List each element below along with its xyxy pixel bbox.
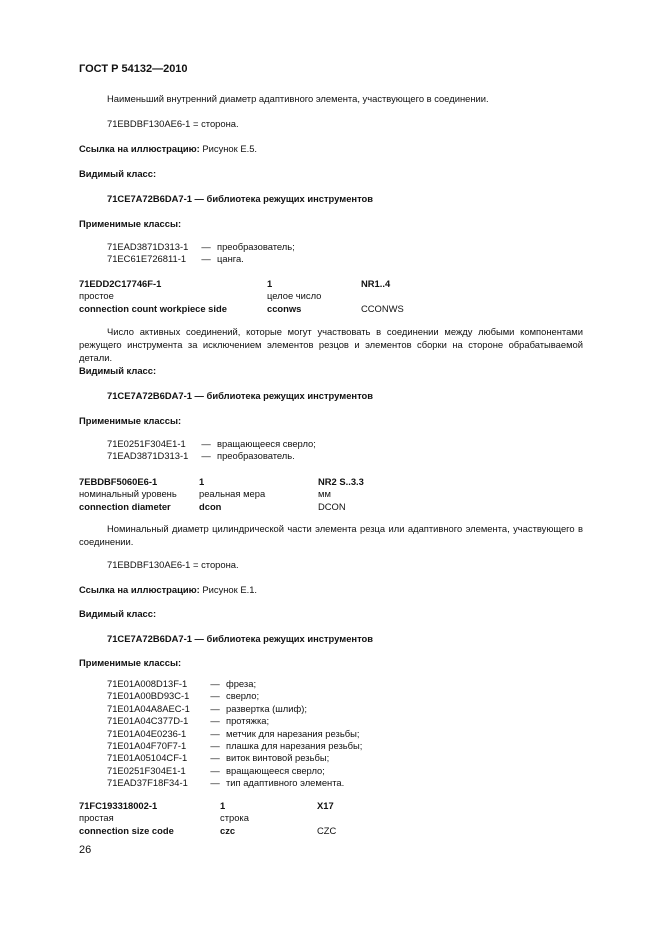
dash: — [210, 715, 220, 727]
visible-class-label: Видимый класс: [79, 365, 157, 376]
class-name: вращающееся сверло; [226, 764, 325, 776]
list-item [107, 241, 295, 253]
attribute-format: NR2 S..3.3 [318, 476, 364, 487]
applicable-classes-label: Применимые классы: [79, 218, 182, 229]
attribute-row [79, 290, 404, 302]
class-name: вращающееся сверло; [217, 438, 316, 449]
class-name: преобразователь; [217, 241, 295, 252]
attribute-code: 71EDD2C17746F-1 [79, 278, 162, 289]
applicable-classes-list [107, 438, 316, 463]
list-item [107, 740, 362, 752]
list-item [107, 777, 362, 789]
class-code: 71EAD3871D313-1 [107, 450, 189, 462]
dash: — [201, 450, 211, 462]
attribute-row [79, 476, 364, 488]
class-code: 71E0251F304E1-1 [107, 438, 186, 449]
attribute-symbol: DCON [318, 500, 346, 512]
attribute-code: 71FC193318002-1 [79, 800, 158, 811]
class-name: цанга. [217, 253, 244, 265]
class-name: развертка (шлиф); [226, 702, 307, 714]
attribute-short: cconws [267, 302, 302, 314]
attribute-count: 1 [199, 476, 205, 487]
attribute-symbol: CZC [317, 824, 337, 836]
class-name: метчик для нарезания резьбы; [226, 727, 360, 739]
attribute-name: connection count workpiece side [79, 302, 227, 314]
attribute-row [79, 303, 404, 315]
description-text: Наименьший внутренний диаметр адаптивного элемента, участвующего в соединении. [107, 93, 489, 104]
class-code: 71E01A04F70F7-1 [107, 740, 187, 752]
attribute-header-2 [79, 476, 364, 513]
description-text: Номинальный диаметр цилиндрической части элемента резца или адаптивного элемента, участвующего в соединении. [79, 523, 583, 547]
attribute-format: X17 [317, 800, 334, 811]
attribute-row [79, 812, 336, 824]
class-name: плашка для нарезания резьбы; [226, 740, 363, 752]
illustration-ref [79, 583, 583, 596]
attribute-code: 7EBDBF5060E6-1 [79, 476, 158, 487]
illustration-label: Ссылка на иллюстрацию: [79, 143, 200, 154]
applicable-classes-list [107, 241, 295, 266]
class-name: преобразователь. [217, 450, 295, 462]
applicable-classes-label: Применимые классы: [79, 415, 182, 426]
class-name: протяжка; [226, 715, 270, 727]
attribute-short: dcon [199, 500, 222, 512]
illustration-value: Рисунок Е.5. [202, 143, 258, 154]
attribute-unit: мм [318, 488, 331, 500]
list-item [107, 438, 316, 450]
attribute-row [79, 825, 336, 837]
attribute-row [79, 501, 364, 513]
side-note: 71EBDBF130AE6-1 = сторона. [107, 118, 239, 129]
attribute-symbol: CCONWS [361, 302, 404, 314]
illustration-value: Рисунок Е.1. [202, 584, 258, 595]
attribute-level: простое [79, 290, 114, 302]
dash: — [210, 777, 220, 789]
visible-class-value: 71CE7A72B6DA7-1 — библиотека режущих инструментов [107, 633, 374, 644]
class-name: фреза; [226, 678, 257, 689]
class-name: сверло; [226, 690, 260, 702]
visible-class-value: 71CE7A72B6DA7-1 — библиотека режущих инструментов [107, 193, 374, 204]
dash: — [210, 727, 220, 739]
side-note: 71EBDBF130AE6-1 = сторона. [107, 559, 239, 570]
attribute-level: номинальный уровень [79, 488, 177, 500]
dash: — [210, 702, 220, 714]
list-item [107, 728, 362, 740]
visible-class-value: 71CE7A72B6DA7-1 — библиотека режущих инструментов [107, 390, 374, 401]
applicable-classes-list [107, 678, 362, 790]
attribute-format: NR1..4 [361, 278, 391, 289]
attribute-value-type: целое число [267, 290, 322, 302]
dash: — [210, 752, 220, 764]
attribute-row [79, 800, 336, 812]
list-item [107, 703, 362, 715]
class-code: 71EC61E726811-1 [107, 253, 187, 265]
attribute-level: простая [79, 812, 114, 824]
attribute-count: 1 [220, 800, 226, 811]
document-header: ГОСТ Р 54132—2010 [79, 63, 188, 75]
dash: — [201, 438, 211, 449]
page-number: 26 [79, 844, 92, 856]
list-item [107, 765, 362, 777]
attribute-row [79, 278, 404, 290]
dash: — [201, 253, 211, 265]
list-item [107, 253, 295, 265]
class-code: 71E01A04E0236-1 [107, 727, 187, 739]
attribute-header-1 [79, 278, 404, 315]
applicable-classes-label: Применимые классы: [79, 657, 182, 668]
attribute-value-type: строка [220, 812, 249, 824]
visible-class-label: Видимый класс: [79, 168, 157, 179]
class-code: 71E01A04C377D-1 [107, 715, 189, 727]
attribute-count: 1 [267, 278, 273, 289]
dash: — [201, 241, 211, 252]
class-code: 71EAD3871D313-1 [107, 241, 189, 252]
dash: — [210, 678, 220, 689]
class-code: 71E01A008D13F-1 [107, 678, 188, 689]
attribute-value-type: реальная мера [199, 488, 266, 500]
list-item [107, 678, 362, 690]
class-code: 71E01A00BD93C-1 [107, 690, 190, 702]
illustration-label: Ссылка на иллюстрацию: [79, 584, 200, 595]
class-name: виток винтовой резьбы; [226, 752, 330, 764]
visible-class-label: Видимый класс: [79, 608, 157, 619]
attribute-header-3 [79, 800, 336, 837]
dash: — [210, 764, 220, 776]
list-item [107, 752, 362, 764]
dash: — [210, 740, 220, 752]
class-name: тип адаптивного элемента. [226, 777, 345, 789]
class-code: 71E0251F304E1-1 [107, 764, 186, 776]
class-code: 71E01A04A8AEC-1 [107, 702, 190, 714]
class-code: 71EAD37F18F34-1 [107, 777, 188, 789]
list-item [107, 715, 362, 727]
attribute-short: czc [220, 824, 236, 836]
attribute-name: connection size code [79, 824, 174, 836]
illustration-ref [79, 142, 583, 155]
attribute-name: connection diameter [79, 500, 171, 512]
class-code: 71E01A05104CF-1 [107, 752, 188, 764]
dash: — [210, 690, 220, 702]
list-item [107, 450, 316, 462]
list-item [107, 690, 362, 702]
description-text: Число активных соединений, которые могут участвовать в соединении между любыми компонентами режущего инструмента за исключением элементов резцов и элементов сборки на стороне обрабатываемой детали. [79, 326, 583, 363]
attribute-row [79, 488, 364, 500]
